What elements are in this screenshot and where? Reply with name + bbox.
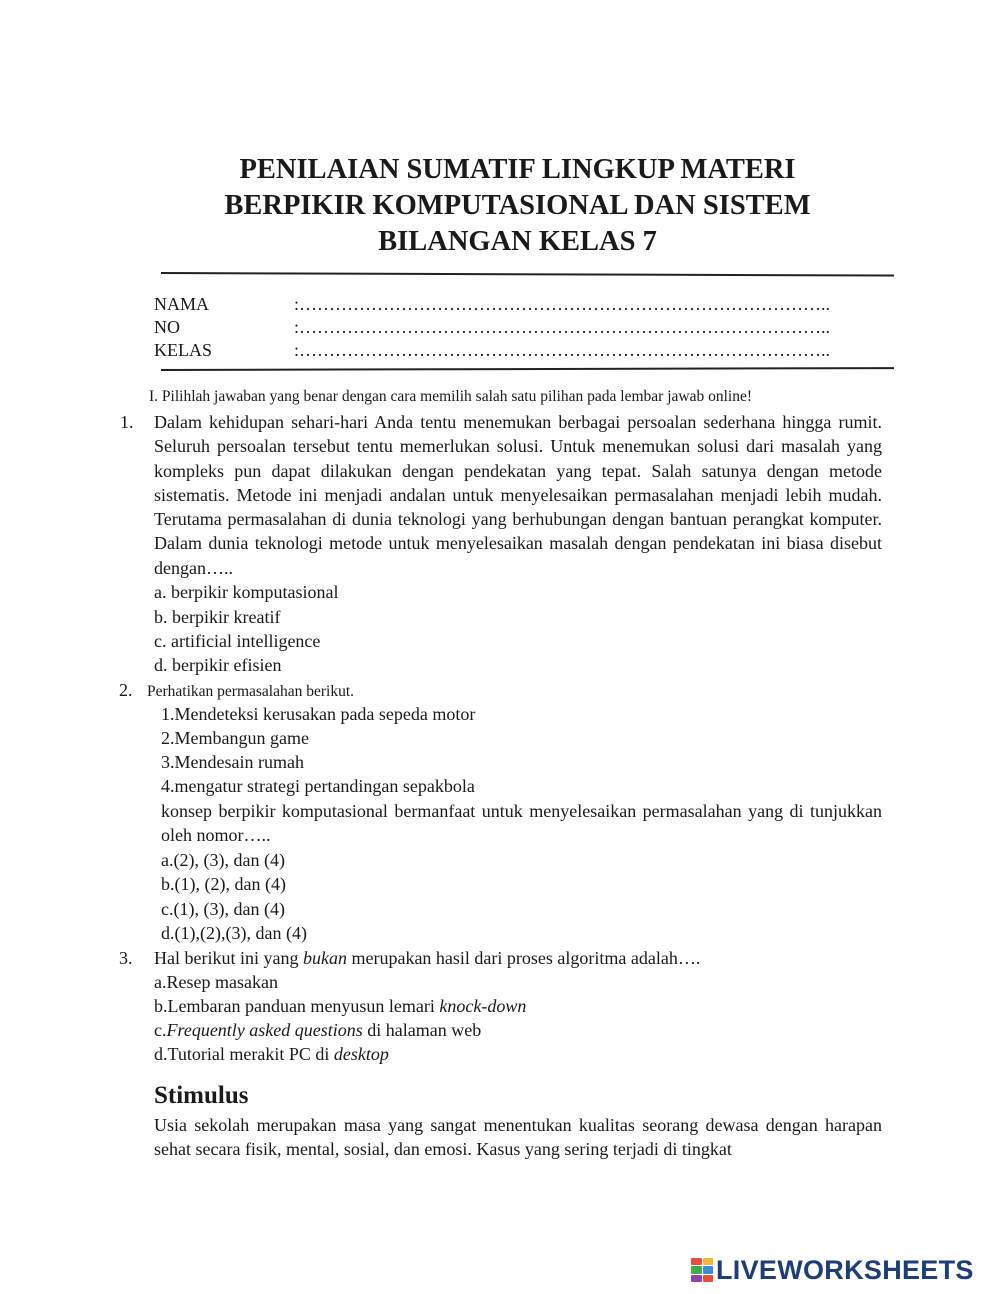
question-3-option-a[interactable]: a.Resep masakan [154,972,278,992]
class-label: KELAS [154,340,212,360]
instruction-text: I. Pilihlah jawaban yang benar dengan cara memilih salah satu pilihan pada lembar jawab online! [149,388,752,405]
title-line-2: BERPIKIR KOMPUTASIONAL DAN SISTEM [224,190,811,221]
stimulus-heading: Stimulus [154,1082,249,1109]
logo-block-icon [691,1275,702,1282]
question-3-text-after: merupakan hasil dari proses algoritma adalah…. [346,948,701,968]
question-2-number: 2. [119,680,133,700]
no-field[interactable]: :…………………………………………………………………………….. [294,317,831,337]
identity-row-no [154,316,830,339]
question-3-option-b-text: b.Lembaran panduan menyusun lemari [154,996,440,1016]
name-label: NAMA [154,294,210,314]
question-3-text [154,946,700,970]
name-field[interactable]: :…………………………………………………………………………….. [294,294,831,314]
question-2-option-c[interactable]: c.(1), (3), dan (4) [161,899,285,919]
identity-row-class [154,339,830,362]
question-1-option-c[interactable]: c. artificial intelligence [154,631,321,651]
logo-block-icon [703,1258,714,1265]
class-field[interactable]: :…………………………………………………………………………….. [294,340,831,360]
stimulus-text: Usia sekolah merupakan masa yang sangat menentukan kualitas seorang dewasa dengan harapan sehat secara fisik, mental, sosial, dan emosi. Kasus yang sering terjadi di tingkat [154,1115,882,1160]
question-2-item-3: 3.Mendesain rumah [161,752,304,772]
identity-row-name [154,293,830,316]
question-2-item-4: 4.mengatur strategi pertandingan sepakbola [161,776,475,796]
question-2-text: konsep berpikir komputasional bermanfaat untuk menyelesaikan permasalahan yang di tunjukkan oleh nomor….. [161,801,882,846]
liveworksheets-icon [691,1258,713,1282]
question-3-option-c-text: di halaman web [362,1020,482,1040]
question-3-option-c-italic: Frequently asked questions [166,1020,363,1040]
question-1-option-a[interactable]: a. berpikir komputasional [154,582,339,602]
liveworksheets-wordmark: LIVEWORKSHEETS [716,1254,974,1285]
question-2-option-a[interactable]: a.(2), (3), dan (4) [161,850,285,870]
question-1-number: 1. [120,412,134,432]
question-3-option-c[interactable] [154,1018,481,1042]
liveworksheets-logo [691,1256,974,1284]
question-2-item-1: 1.Mendeteksi kerusakan pada sepeda motor [161,704,476,724]
document-title [120,152,915,260]
logo-block-icon [703,1266,714,1273]
question-3-option-d[interactable] [154,1042,389,1066]
divider-bottom [161,367,894,371]
question-3-text-before: Hal berikut ini yang [154,948,303,968]
question-2-option-d[interactable]: d.(1),(2),(3), dan (4) [161,923,307,943]
question-3-option-c-prefix: c. [154,1020,167,1040]
question-1-option-b[interactable]: b. berpikir kreatif [154,607,281,627]
identity-block [154,293,830,362]
title-line-1: PENILAIAN SUMATIF LINGKUP MATERI [239,154,796,185]
question-1-option-d[interactable]: d. berpikir efisien [154,655,282,675]
logo-block-icon [703,1275,714,1282]
question-3-number: 3. [119,948,133,968]
question-3-option-d-italic: desktop [333,1044,389,1064]
question-2-item-2: 2.Membangun game [161,728,309,748]
question-2-option-b[interactable]: b.(1), (2), dan (4) [161,874,286,894]
question-2-intro: Perhatikan permasalahan berikut. [147,683,355,700]
title-line-3: BILANGAN KELAS 7 [378,226,657,257]
divider-top [161,272,894,277]
logo-block-icon [691,1258,702,1265]
question-3-option-d-text: d.Tutorial merakit PC di [154,1044,334,1064]
no-label: NO [154,317,180,337]
question-3-option-b[interactable] [154,994,526,1018]
question-3-text-italic: bukan [302,948,347,968]
logo-block-icon [691,1266,702,1273]
question-3-option-b-italic: knock-down [439,996,527,1016]
question-1-text: Dalam kehidupan sehari-hari Anda tentu menemukan berbagai persoalan sederhana hingga rumit. Seluruh persoalan tersebut tentu memerlukan solusi. Untuk menemukan solusi dari masalah yang kompleks pun dapat dilakukan dengan pendekatan yang tepat. Salah satunya dengan metode sistematis. Metode ini menjadi andalan untuk menyelesaikan permasalahan menjadi lebih mudah. Terutama permasalahan di dunia teknologi yang berhubungan dengan bantuan perangkat komputer. Dalam dunia teknologi metode untuk menyelesaikan masalah dengan pendekatan ini biasa disebut dengan….. [154,412,882,578]
